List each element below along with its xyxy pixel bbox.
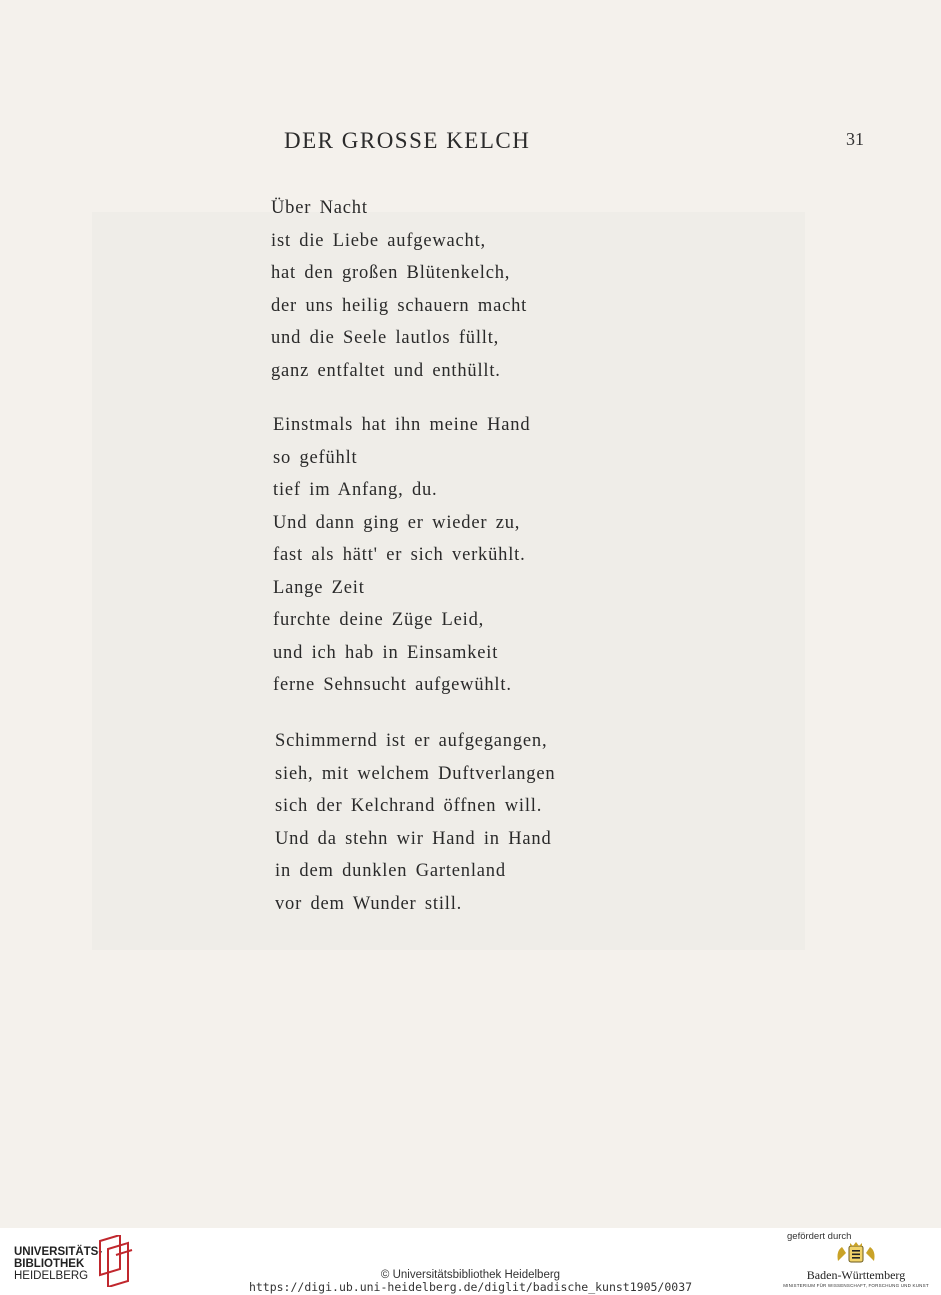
copyright-text: © Universitätsbibliothek Heidelberg [380,1269,561,1281]
poem-line: ganz entfaltet und enthüllt. [271,360,501,381]
library-logo-line: BIBLIOTHEK [14,1258,85,1270]
poem-line: Lange Zeit [273,577,365,598]
poem-line: sieh, mit welchem Duftverlangen [275,763,556,784]
poem-title: DER GROSSE KELCH [284,128,531,153]
permalink-url[interactable]: https://digi.ub.uni-heidelberg.de/diglit/badische_kunst1905/0037 [248,1280,693,1294]
poem-line: Über Nacht [271,198,368,218]
poem-line: hat den großen Blütenkelch, [271,263,511,283]
poem-line: vor dem Wunder still. [275,893,463,914]
sponsor-ministry: MINISTERIUM FÜR WISSENSCHAFT, FORSCHUNG UND KUNST [783,1283,929,1288]
sponsor-label: gefördert durch [787,1231,852,1242]
poem-line: tief im Anfang, du. [273,480,438,500]
library-logo-line: UNIVERSITÄTS- [14,1246,103,1258]
poem-line: und die Seele lautlos füllt, [271,328,500,348]
poem-line: sich der Kelchrand öffnen will. [275,796,543,816]
stanza-2 [273,409,530,702]
poem-line: ferne Sehnsucht aufgewühlt. [273,675,512,695]
poem-line: furchte deine Züge Leid, [273,610,485,630]
poem-line: fast als hätt' er sich verkühlt. [273,545,526,565]
footer-bar [0,1228,941,1295]
poem-line: ist die Liebe aufgewacht, [271,230,486,251]
page-number: 31 [846,129,864,149]
stanza-1 [271,192,527,387]
poem-line: Schimmernd ist er aufgegangen, [275,731,548,751]
poem-line: Und da stehn wir Hand in Hand [275,828,552,849]
library-logo-line: HEIDELBERG [14,1270,89,1282]
poem-line: Und dann ging er wieder zu, [273,512,521,533]
state-crest-icon [834,1241,878,1265]
stanza-3 [275,725,555,920]
poem-line: Einstmals hat ihn meine Hand [273,415,531,435]
poem-line: und ich hab in Einsamkeit [273,642,499,663]
poem-line: so gefühlt [273,447,358,468]
poem-line: der uns heilig schauern macht [271,295,528,316]
sponsor-name: Baden-Württemberg [806,1268,906,1282]
poem-line: in dem dunklen Gartenland [275,861,506,881]
